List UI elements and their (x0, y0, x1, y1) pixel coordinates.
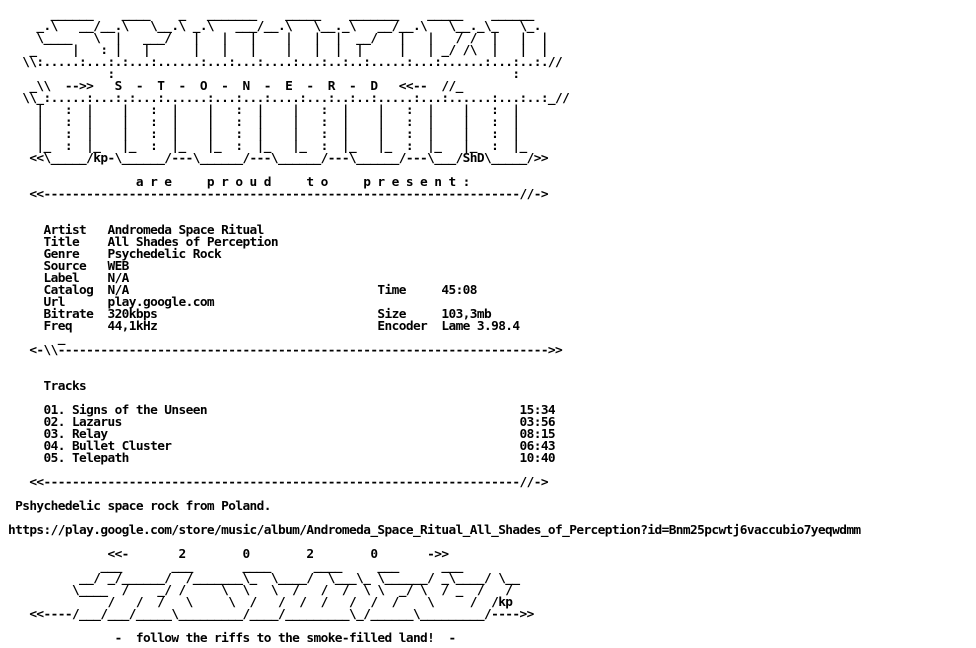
nfo-line: | : | | : | | : | | : | | : | | : | (8, 103, 520, 118)
nfo-line: Artist Andromeda Space Ritual (8, 223, 264, 238)
nfo-line: <<- 2 0 2 0 ->> (8, 547, 449, 562)
nfo-line: : : (8, 67, 520, 82)
nfo-line: Tracks (8, 379, 87, 394)
nfo-line: _ | : | | | | | | | | | | | _/ /\ | | | (8, 43, 548, 58)
nfo-line: - follow the riffs to the smoke-filled land! - (8, 631, 456, 646)
nfo-line: ___ ___ ____ ____ ___ ___ (8, 559, 463, 574)
nfo-line: <<\_____/kp-\______/---\______/---\______/---\______/---\___/ShD\_____/>> (8, 151, 548, 166)
nfo-line: Freq 44,1kHz Encoder Lame 3.98.4 (8, 319, 520, 334)
nfo-line: 02. Lazarus 03:56 (8, 415, 556, 430)
nfo-line: https://play.google.com/store/music/album/Andromeda_Space_Ritual_All_Shades_of_Perception?id=Bnm25pcwtj6vaccubio7yeqwdmm (8, 523, 861, 538)
nfo-line: a r e p r o u d t o p r e s e n t : (8, 175, 470, 190)
nfo-line: <<-------------------------------------------------------------------//-> (8, 187, 548, 202)
nfo-line: 03. Relay 08:15 (8, 427, 556, 442)
nfo-line: <<----/___/___/_____\_________/____/_________\_/______\_________/---->> (8, 607, 534, 622)
nfo-line: Title All Shades of Perception (8, 235, 278, 250)
nfo-line: Bitrate 320kbps Size 103,3mb (8, 307, 492, 322)
nfo-line: <<-------------------------------------------------------------------//-> (8, 475, 548, 490)
nfo-line: Url play.google.com (8, 295, 215, 310)
nfo-line: \____ / _/ / \ \ \ / / / \ \ _/ \ / _ / / (8, 583, 513, 598)
nfo-line: | : | | : | | : | | : | | : | | : | (8, 115, 520, 130)
nfo-line: 05. Telepath 10:40 (8, 451, 556, 466)
nfo-text-block (8, 9, 861, 645)
nfo-line: _.\ __/__.\ \__.\ _.\ ___/__.\ \__._\ __/__.\ \__._\_ \_. (8, 19, 541, 34)
nfo-line: __/ _/______/ /_______\_ \____/ \___\_ \______/ _\____/ \__ (8, 571, 520, 586)
nfo-line: Label N/A (8, 271, 129, 286)
nfo-line: Catalog N/A Time 45:08 (8, 283, 477, 298)
nfo-line: _\\ -->> S - T - O - N - E - R - D <<-- //_ (8, 79, 463, 94)
nfo-line: \\:.....:...:.:...:......:...:...:....:...:..:..:.....:...:......:...:..:.// (8, 55, 563, 70)
nfo-line: _ (8, 331, 65, 346)
nfo-line: 04. Bullet Cluster 06:43 (8, 439, 556, 454)
nfo-line: ______ ____ _ _______ _____ _______ _____ ______ (8, 7, 534, 22)
nfo-line: |_ : |_ |_ : |_ |_ : |_ |_ : |_ |_ : |_ |_ : |_ (8, 139, 527, 154)
nfo-line: Source WEB (8, 259, 129, 274)
nfo-line: Pshychedelic space rock from Poland. (8, 499, 271, 514)
nfo-line: / / / \ \ / / / / / / / \ / /kp (8, 595, 513, 610)
nfo-line: \\_:.....:...:.:...:......:...:...:....:...:..:..:.....:...:......:...:..:_// (8, 91, 570, 106)
nfo-line: | : | | : | | : | | : | | : | | : | (8, 127, 520, 142)
nfo-line: \____ \ | ___/ | | | | | | __/ | | / / | | | (8, 31, 548, 46)
nfo-line: <-\\--------------------------------------------------------------------->> (8, 343, 563, 358)
nfo-line: 01. Signs of the Unseen 15:34 (8, 403, 556, 418)
nfo-line: Genre Psychedelic Rock (8, 247, 222, 262)
